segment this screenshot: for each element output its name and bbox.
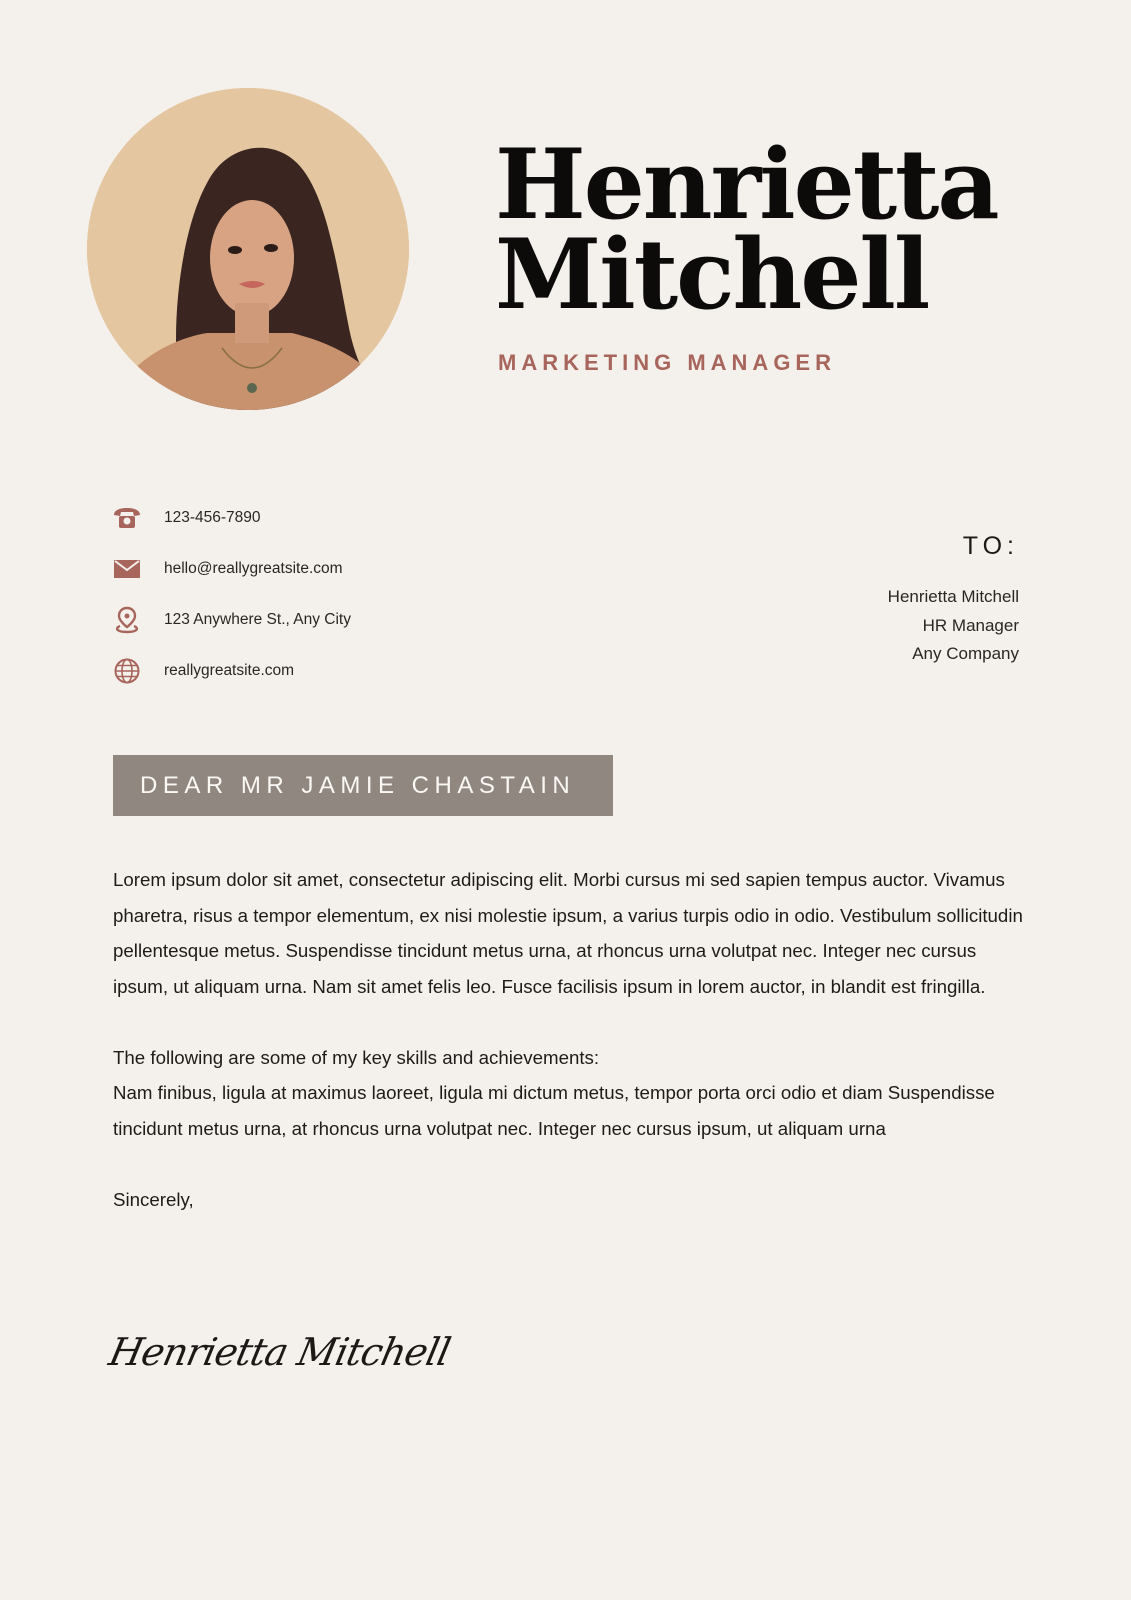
applicant-name xyxy=(495,128,998,331)
body-paragraph-2: Nam finibus, ligula at maximus laoreet, ligula mi dictum metus, tempor porta orci odio et diam Suspendisse tincidunt metus urna, at rhoncus urna volutpat nec. Integer nec cursus ipsum, ut aliquam urna xyxy=(113,1082,995,1139)
contact-list xyxy=(112,492,351,696)
skills-intro: The following are some of my key skills and achievements: xyxy=(113,1046,600,1068)
website-url: reallygreatsite.com xyxy=(164,661,295,679)
body-paragraph-1: Lorem ipsum dolor sit amet, consectetur adipiscing elit. Morbi cursus mi sed sapien tempus auctor. Vivamus pharetra, risus a tempor elementum, ex nisi molestie ipsum, a varius turpis odio in odio. Vestibulum sollicitudin pellentesque metus. Suspendisse tincidunt metus urna, at rhoncus urna volutpat nec. Integer nec cursus ipsum, ut aliquam urna. Nam sit amet felis leo. Fusce facilisis ipsum in lorem auctor, in blandit est fringilla. xyxy=(113,869,1023,997)
contact-email xyxy=(112,543,351,594)
contact-website xyxy=(112,645,351,696)
recipient-company: Any Company xyxy=(912,644,1019,663)
letter-body xyxy=(113,862,1023,1217)
phone-icon xyxy=(112,503,142,533)
recipient-label: TO: xyxy=(962,532,1019,560)
portrait-illustration xyxy=(87,88,409,410)
salutation-banner xyxy=(113,755,613,816)
globe-icon xyxy=(112,656,142,686)
salutation-text: DEAR MR JAMIE CHASTAIN xyxy=(140,771,576,799)
phone-number: 123-456-7890 xyxy=(164,508,261,526)
job-title: MARKETING MANAGER xyxy=(498,350,836,375)
recipient-title: HR Manager xyxy=(922,615,1019,635)
contact-address xyxy=(112,594,351,645)
profile-photo xyxy=(87,88,409,410)
location-pin-icon xyxy=(112,605,142,635)
first-name: Henrietta xyxy=(495,128,998,241)
recipient-name: Henrietta Mitchell xyxy=(887,587,1019,606)
mail-icon xyxy=(112,554,142,584)
signature: Henrietta Mitchell xyxy=(105,1330,454,1374)
last-name: Mitchell xyxy=(495,218,929,331)
closing: Sincerely, xyxy=(113,1188,194,1210)
recipient-block xyxy=(888,532,1019,669)
contact-phone xyxy=(112,492,351,543)
email-address: hello@reallygreatsite.com xyxy=(164,559,343,577)
street-address: 123 Anywhere St., Any City xyxy=(164,610,351,628)
